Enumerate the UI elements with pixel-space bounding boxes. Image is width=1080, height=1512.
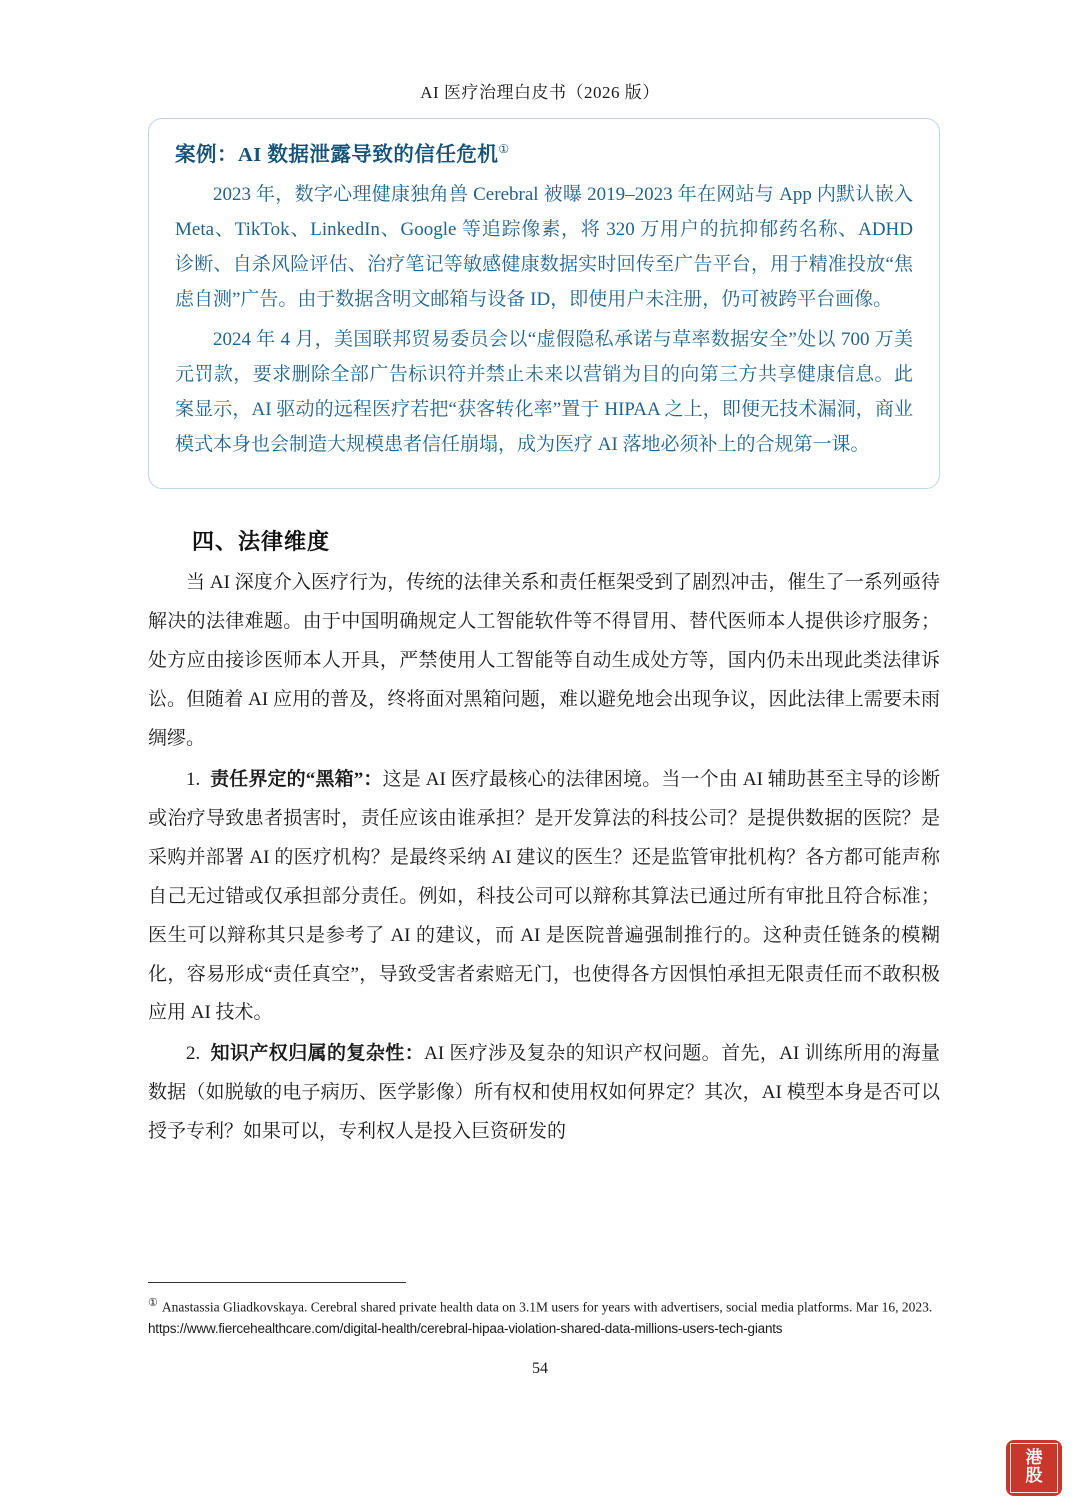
footnote-marker: ① xyxy=(148,1297,158,1309)
footnote-entry xyxy=(148,1295,940,1340)
case-title xyxy=(175,137,913,167)
case-title-text: 案例：AI 数据泄露导致的信任危机 xyxy=(175,144,499,166)
section-intro-paragraph: 当 AI 深度介入医疗行为，传统的法律关系和责任框架受到了剧烈冲击，催生了一系列亟待解决的法律难题。由于中国明确规定人工智能软件等不得冒用、替代医师本人提供诊疗服务；处方应由接诊医师本人开具，严禁使用人工智能等自动生成处方等，国内仍未出现此类法律诉讼。但随着 AI 应用的普及，终将面对黑箱问题，难以避免地会出现争议，因此法律上需要未雨绸缪。 xyxy=(148,572,940,749)
section-heading: 四、法律维度 xyxy=(192,529,331,555)
list-item xyxy=(148,1035,940,1152)
page-content xyxy=(148,118,940,1152)
page-number: 54 xyxy=(532,1360,548,1377)
footnote-citation-text: Anastassia Gliadkovskaya. Cerebral shared private health data on 3.1M users for years with advertisers, social media platforms xyxy=(161,1299,850,1315)
watermark-text: 港 股 xyxy=(1010,1443,1058,1493)
case-paragraph-1: 2023 年，数字心理健康独角兽 Cerebral 被曝 2019–2023 年在网站与 App 内默认嵌入 Meta、TikTok、LinkedIn、Google 等追踪像素，将 320 万用户的抗抑郁药名称、ADHD 诊断、自杀风险评估、治疗笔记等敏感健康数据实时回传至广告平台，用于精准投放“焦虑自测”广告。由于数据含明文邮箱与设备 ID，即使用户未注册，仍可被跨平台画像。 xyxy=(175,184,913,311)
case-title-footnote-marker: ① xyxy=(498,142,510,157)
list-item-text: AI 医疗涉及复杂的知识产权问题。首先，AI 训练所用的海量数据（如脱敏的电子病历、医学影像）所有权和使用权如何界定？其次，AI 模型本身是否可以授予专利？如果可以，专利权人是投入巨资研发的 xyxy=(148,1043,940,1143)
list-item-number: 2. xyxy=(186,1043,201,1065)
case-paragraph-2: 2024 年 4 月，美国联邦贸易委员会以“虚假隐私承诺与草率数据安全”处以 700 万美元罚款，要求删除全部广告标识符并禁止未来以营销为目的向第三方共享健康信息。此案显示，AI 驱动的远程医疗若把“获客转化率”置于 HIPAA 之上，即便无技术漏洞，商业模式本身也会制造大规模患者信任崩塌，成为医疗 AI 落地必须补上的合规第一课。 xyxy=(175,328,913,455)
footnote-date: . Mar 16, 2023. xyxy=(849,1299,933,1315)
list-item-lead: 知识产权归属的复杂性： xyxy=(210,1043,425,1065)
footnote-area xyxy=(148,1282,940,1340)
footnote-divider xyxy=(148,1282,406,1283)
case-callout-box xyxy=(148,118,940,489)
list-item-number: 1. xyxy=(186,768,201,790)
footnote-url[interactable]: https://www.fiercehealthcare.com/digital-health/cerebral-hipaa-violation-shared-data-millions-users-tech-giants xyxy=(148,1321,783,1337)
list-item-lead: 责任界定的“黑箱”： xyxy=(210,768,383,790)
watermark-logo xyxy=(1006,1440,1062,1496)
list-item xyxy=(148,761,940,1034)
list-item-text: 这是 AI 医疗最核心的法律困境。当一个由 AI 辅助甚至主导的诊断或治疗导致患者损害时，责任应该由谁承担？是开发算法的科技公司？是提供数据的医院？是采购并部署 AI 的医疗机构？是最终采纳 AI 建议的医生？还是监管审批机构？各方都可能声称自己无过错或仅承担部分责任。例如，科技公司可以辩称其算法已通过所有审批且符合标准；医生可以辩称其只是参考了 AI 的建议，而 AI 是医院普遍强制推行的。这种责任链条的模糊化，容易形成“责任真空”，导致受害者索赔无门，也使得各方因惧怕承担无限责任而不敢积极应用 AI 技术。 xyxy=(148,768,940,1024)
running-header: AI 医疗治理白皮书（2026 版） xyxy=(420,83,660,102)
